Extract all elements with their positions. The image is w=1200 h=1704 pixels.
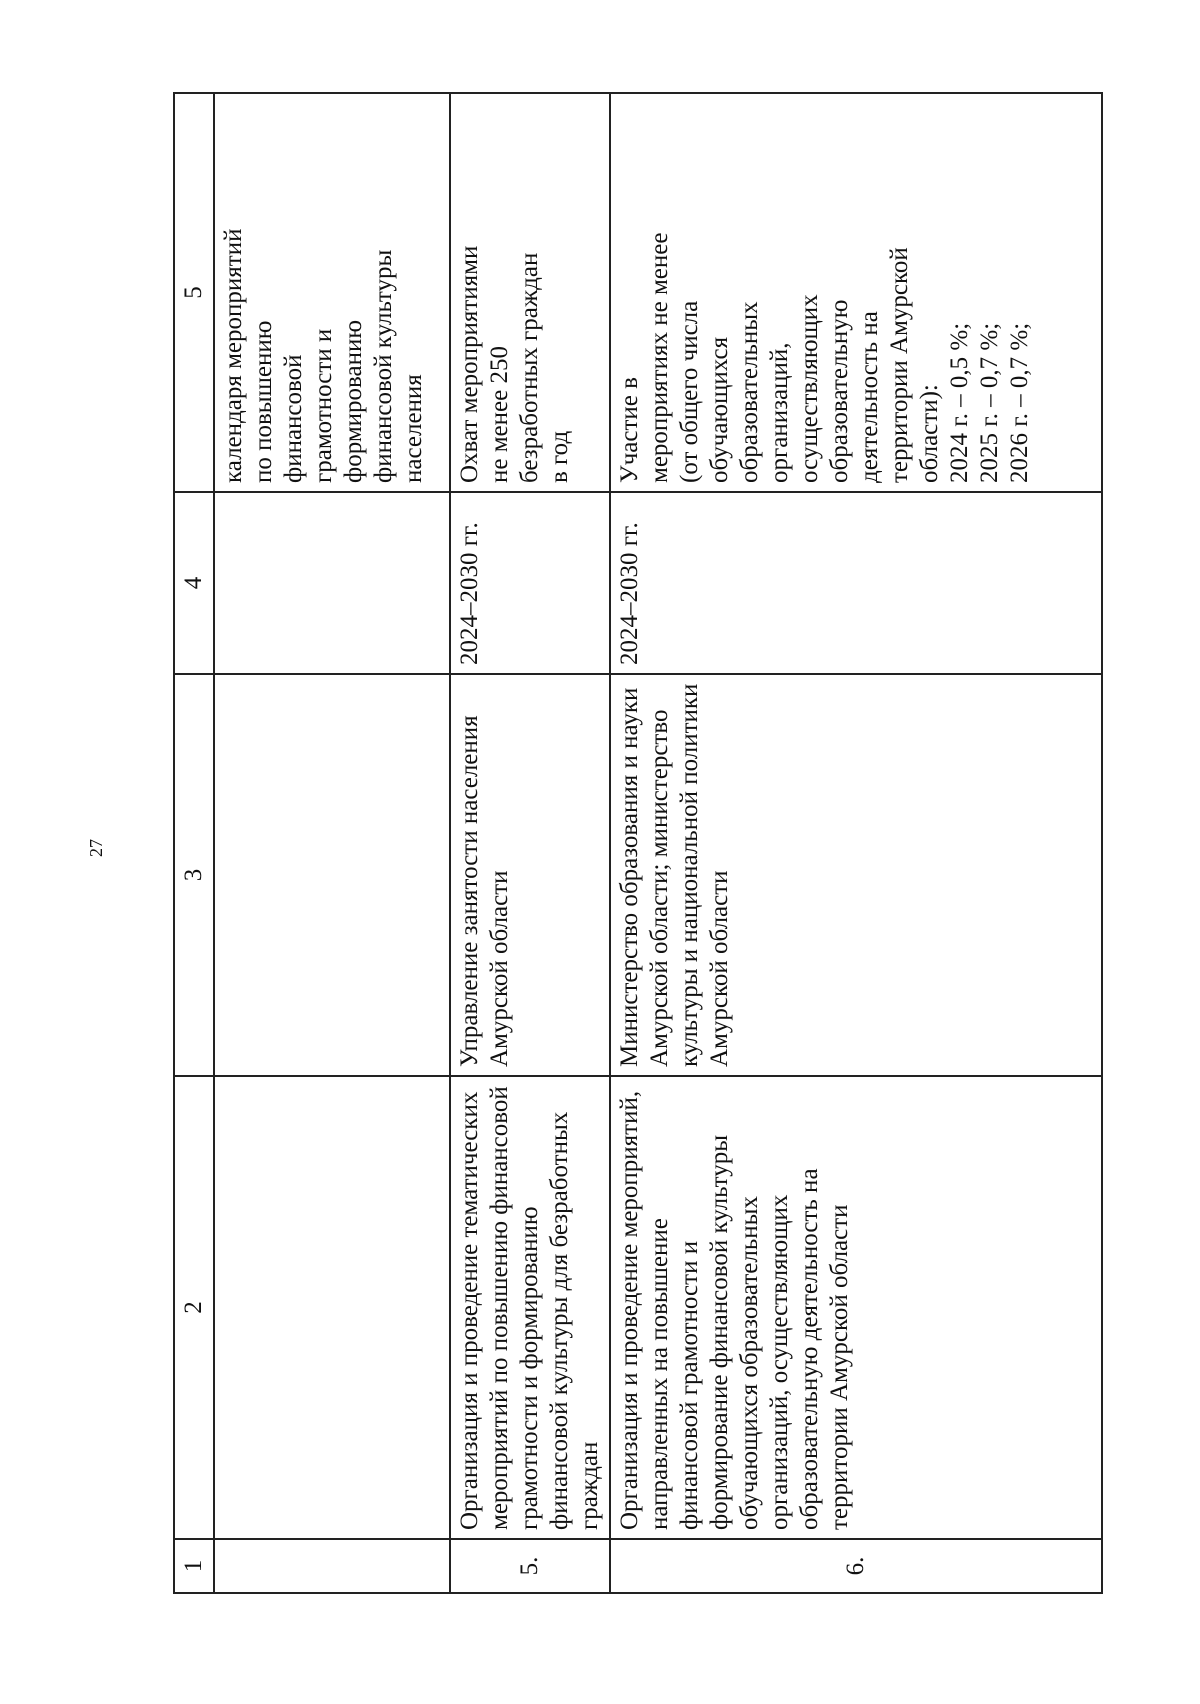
events-table (173, 92, 1103, 1594)
result-line: финансовой (280, 354, 307, 483)
table-row-continuation (214, 93, 450, 1593)
result-line: населения (400, 374, 427, 483)
result-line: обучающихся (706, 336, 733, 483)
table-row-6 (610, 93, 1102, 1593)
header-cell-1: 1 (174, 1539, 214, 1593)
result-line: по повышению (250, 320, 277, 483)
result-line: в год (546, 430, 573, 483)
header-cell-5: 5 (174, 93, 214, 492)
result-line: грамотности и (310, 328, 337, 483)
result-line: безработных граждан (516, 252, 543, 483)
table-row-5 (450, 93, 610, 1593)
result-line: мероприятиях не менее (646, 232, 673, 483)
result-line: территории Амурской (886, 247, 913, 483)
cell-result (450, 93, 610, 492)
result-line: календаря мероприятий (220, 228, 247, 483)
result-line: (от общего числа (676, 300, 703, 483)
cell-executor (214, 674, 450, 1076)
result-line: 2025 г. – 0,7 %; (976, 322, 1003, 483)
result-line: образовательную (826, 299, 853, 483)
result-line: Участие в (616, 377, 643, 483)
cell-result (214, 93, 450, 492)
cell-num (214, 1539, 450, 1593)
result-line: Охват мероприятиями (456, 245, 483, 483)
cell-period (214, 492, 450, 674)
row-number: 5. (450, 1539, 610, 1593)
cell-period: 2024–2030 гг. (610, 492, 1102, 674)
cell-event (214, 1076, 450, 1539)
result-line: формированию (340, 319, 367, 483)
result-line: образовательных (736, 301, 763, 483)
row-number: 6. (610, 1539, 1102, 1593)
result-line: финансовой культуры (370, 249, 397, 483)
cell-event: Организация и проведение тематических мероприятий по повышению финансовой грамотности и формированию финансовой культуры для безработных граждан (450, 1076, 610, 1539)
cell-executor: Министерство образования и науки Амурской области; министерство культуры и национальной политики Амурской области (610, 674, 1102, 1076)
result-line: деятельность на (856, 311, 883, 483)
result-line: 2024 г. – 0,5 %; (946, 322, 973, 483)
result-line: не менее 250 (486, 346, 513, 483)
cell-period: 2024–2030 гг. (450, 492, 610, 674)
result-line: организаций, (766, 342, 793, 483)
result-line: 2026 г. – 0,7 %; (1006, 322, 1033, 483)
header-cell-4: 4 (174, 492, 214, 674)
page-number: 27 (86, 839, 106, 857)
cell-event: Организация и проведение мероприятий, направленных на повышение финансовой грамотности и формирование финансовой культуры обучающихся образовательных организаций, осуществляющих образовательную деятельность на территории Амурской области (610, 1076, 1102, 1539)
result-line: области): (916, 384, 943, 483)
cell-executor: Управление занятости населения Амурской области (450, 674, 610, 1076)
header-cell-3: 3 (174, 674, 214, 1076)
header-cell-2: 2 (174, 1076, 214, 1539)
table-header-row (174, 93, 214, 1593)
cell-result (610, 93, 1102, 492)
rotated-page-content (173, 94, 1103, 1594)
result-line: осуществляющих (796, 294, 823, 483)
